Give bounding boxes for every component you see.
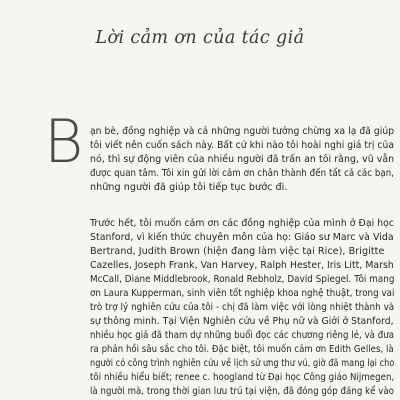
- paragraph-line: sự thông minh. Tại Viện Nghiên cứu về Phụ nữ và Giới ở Stanford,: [90, 316, 394, 327]
- paragraph-line: tôi nhiều hiểu biết; renee c. hoogland từ Đại học Công giáo Nijmegen,: [90, 372, 395, 383]
- paragraph-line: Bertrand, Judith Brown (hiện đang làm việc tại Rice), Brigitte: [90, 246, 385, 257]
- drop-cap: B: [44, 107, 84, 177]
- paragraph-line: nó, thì sự động viên của nhiều người đã trấn an tôi rằng, vũ vẫn: [90, 154, 395, 165]
- paragraph-line: được quan tâm. Tôi xin gửi lời cảm ơn chân thành đến tất cả các bạn,: [90, 168, 395, 179]
- paragraph-line: ạn bè, đồng nghiệp và cả những người tưởng chừng xa lạ đã giúp: [90, 126, 395, 137]
- paragraph-line: người có công trình nghiên cứu về lịch sử ưng thư vú, giờ đã mang lại cho: [90, 358, 395, 369]
- paragraph-line: McCall, Diane Middlebrook, Ronald Rebholz, David Spiegel. Tôi mang: [90, 274, 395, 285]
- paragraph-line: tôi viết nên cuốn sách này. Bất cứ khi nào tôi hoài nghi giá trị của: [90, 140, 395, 151]
- paragraph-line: trò trợ lý nghiên cứu của tôi - chị đã làm việc với lòng nhiệt thành và: [90, 302, 395, 313]
- paragraph-line: những người đã giúp tôi tiếp tục bước đi.: [90, 182, 288, 193]
- paragraph-line: Trước hết, tôi muốn cảm ơn các đồng nghiệp của mình ở Đại học: [90, 218, 395, 229]
- paragraph-line: nhiều học giả đã tham dự những buổi đọc các chương riêng lẻ, và đưa: [90, 330, 395, 341]
- paragraph-line: là người mà, trong thời gian lưu trú tại viện, đã đóng góp đáng kể vào: [90, 386, 395, 397]
- paragraph-line: Stanford, vì kiến thức chuyên môn của họ: Giáo sư Marc và Vida: [90, 232, 394, 243]
- paragraph-line: Cazelles, Joseph Frank, Van Harvey, Ralph Hester, Iris Litt, Marsh: [90, 260, 394, 271]
- paragraph-line: ơn Laura Kupperman, sinh viên tốt nghiệp khoa nghệ thuật, trong vai: [90, 288, 395, 299]
- paragraph-line: ra phản hồi sâu sắc cho tôi. Đặc biệt, tôi muốn cảm ơn Edith Gelles, là: [90, 344, 394, 355]
- chapter-title: Lời cảm ơn của tác giả: [95, 28, 305, 48]
